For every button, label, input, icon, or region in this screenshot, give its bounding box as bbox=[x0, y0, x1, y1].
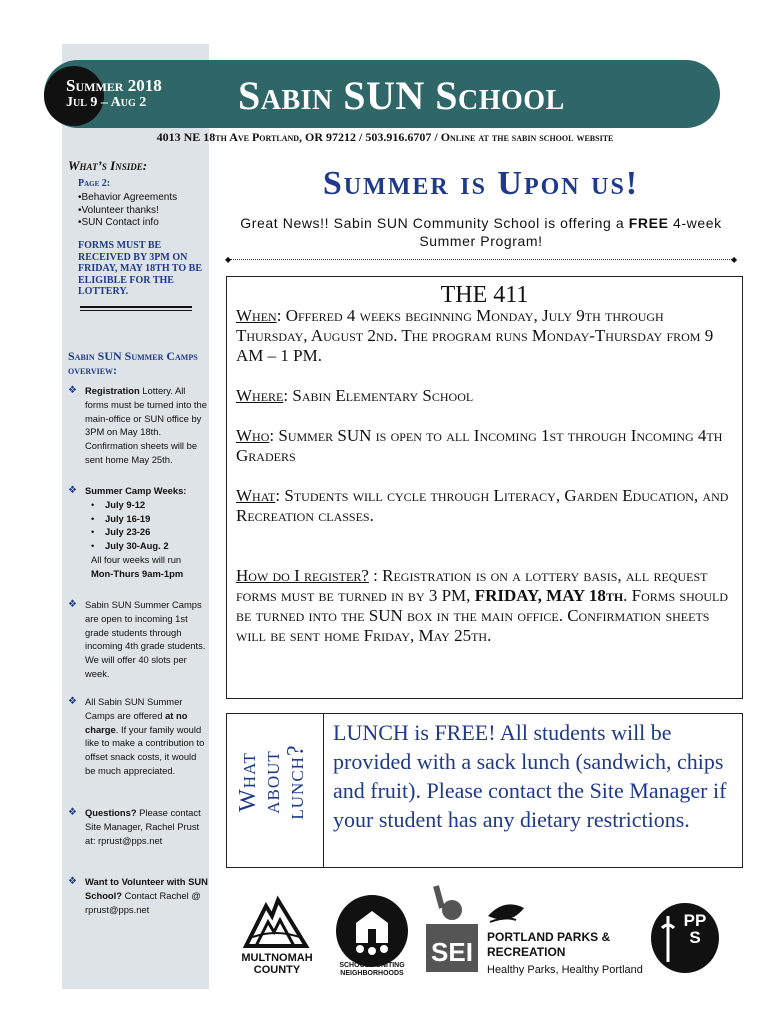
volunteer-item bbox=[68, 875, 208, 916]
diamond-bullet-icon: ❖ bbox=[68, 485, 77, 496]
divider bbox=[80, 306, 192, 308]
what-paragraph: What: Students will cycle through Literacy, Garden Education, and Recreation classes. bbox=[236, 486, 729, 525]
camps-overview-heading: Sabin SUN Summer Camps overview: bbox=[68, 349, 198, 377]
diamond-bullet-icon: ❖ bbox=[68, 807, 77, 818]
multnomah-logo-icon bbox=[242, 892, 310, 950]
when-paragraph: When: Offered 4 weeks beginning Monday, July 9th through Thursday, August 2nd. The program runs Monday-Thursday from 9 AM – 1 PM. bbox=[236, 306, 714, 365]
volunteer-text: Contact Rachel @ rprust@pps.net bbox=[85, 889, 201, 915]
parks-leaf-icon bbox=[486, 898, 526, 926]
parks-name: PORTLAND PARKS & RECREATION bbox=[487, 930, 611, 959]
open-to-item bbox=[68, 598, 208, 681]
registration-text: Lottery. All forms must be turned into the main-office or SUN office by 3PM on May 18th. Confirmation sheets will be sent home May 25th. bbox=[85, 385, 207, 465]
main-heading: Summer is Upon us! bbox=[322, 165, 640, 202]
multnomah-caption: MULTNOMAH COUNTY bbox=[241, 952, 313, 976]
registration-label: Registration bbox=[85, 385, 140, 396]
list-item: • July 9-12 bbox=[105, 498, 208, 512]
questions-label: Questions? bbox=[85, 807, 137, 818]
weeks-label: Summer Camp Weeks: bbox=[85, 485, 187, 496]
volunteer-label: Want to Volunteer with SUN School? bbox=[85, 876, 208, 901]
where-paragraph: Where: Sabin Elementary School bbox=[236, 386, 474, 405]
divider bbox=[80, 310, 192, 311]
sei-caption: SEI bbox=[431, 937, 473, 967]
banner-season: Summer 2018 bbox=[66, 76, 162, 95]
whats-inside-heading: What’s Inside: bbox=[68, 158, 148, 173]
list-item: • July 30-Aug. 2 bbox=[105, 539, 208, 553]
weeks-list bbox=[85, 498, 208, 553]
intro-text: Great News!! Sabin SUN Community School is offering a FREE 4-week Summer Program! bbox=[240, 215, 722, 249]
suns-caption: SCHOOLS UNITING NEIGHBORHOODS bbox=[339, 962, 405, 977]
dotted-divider bbox=[230, 259, 734, 260]
camp-weeks-item bbox=[68, 484, 208, 581]
cost-text: All Sabin SUN Summer Camps are offered bbox=[85, 696, 183, 721]
weeks-hours: Mon-Thurs 9am-1pm bbox=[91, 567, 184, 579]
lunch-text: LUNCH is FREE! All students will be provided with a sack lunch (sandwich, chips and fruit). Please contact the Site Manager if your student has any dietary restrictions. bbox=[333, 720, 727, 832]
diamond-bullet-icon: ❖ bbox=[68, 599, 77, 610]
parks-tagline: Healthy Parks, Healthy Portland bbox=[487, 964, 643, 976]
page-title: Sabin SUN School bbox=[238, 73, 565, 118]
list-item: • July 23-26 bbox=[105, 525, 208, 539]
cost-bold: at no charge bbox=[85, 709, 188, 735]
list-item: • July 16-19 bbox=[105, 512, 208, 526]
lunch-side-label: What about lunch? bbox=[235, 744, 309, 820]
diamond-bullet-icon: ❖ bbox=[68, 385, 77, 396]
list-item: • Behavior Agreements bbox=[78, 192, 177, 205]
list-item: • SUN Contact info bbox=[78, 217, 177, 230]
weeks-note: All four weeks will run bbox=[91, 553, 182, 565]
banner-dates: Jul 9 – Aug 2 bbox=[66, 95, 147, 110]
how-paragraph: How do I register? : Registration is on a lottery basis, all request forms must be turned in by 3 PM, FRIDAY, MAY 18th. Forms should be turned into the SUN box in the main office. Confirmation sheets will be sent home Friday, May 25th. bbox=[236, 566, 729, 645]
forms-deadline-note: FORMS MUST BE RECEIVED BY 3PM ON FRIDAY, MAY 18TH TO BE ELIGIBLE FOR THE LOTTERY. bbox=[78, 240, 203, 297]
cost-item bbox=[68, 695, 208, 778]
pps-caption: PPS bbox=[683, 911, 707, 947]
page-two-label: Page 2: bbox=[78, 178, 111, 189]
diamond-icon: ◆ bbox=[731, 255, 738, 264]
who-paragraph: Who: Summer SUN is open to all Incoming 1st through Incoming 4th Graders bbox=[236, 426, 723, 465]
inside-list bbox=[78, 192, 177, 230]
cost-text: . If your family would like to make a contribution to offset snack costs, it would be much appreciated. bbox=[85, 723, 205, 776]
suns-logo-icon bbox=[334, 893, 410, 969]
registration-item bbox=[68, 384, 208, 467]
info-box-heading: THE 411 bbox=[440, 282, 529, 308]
diamond-icon: ◆ bbox=[225, 255, 232, 264]
address-line: 4013 NE 18th Ave Portland, OR 97212 / 503.916.6707 / Online at the sabin school website bbox=[156, 130, 614, 144]
open-to-text: Sabin SUN Summer Camps are open to incoming 1st grade students through incoming 4th grade students. We will offer 40 slots per week. bbox=[85, 599, 206, 679]
diamond-bullet-icon: ❖ bbox=[68, 696, 77, 707]
list-item: • Volunteer thanks! bbox=[78, 205, 177, 218]
questions-item bbox=[68, 806, 208, 847]
diamond-bullet-icon: ❖ bbox=[68, 876, 77, 887]
questions-text: Please contact Site Manager, Rachel Prust at: rprust@pps.net bbox=[85, 807, 201, 846]
